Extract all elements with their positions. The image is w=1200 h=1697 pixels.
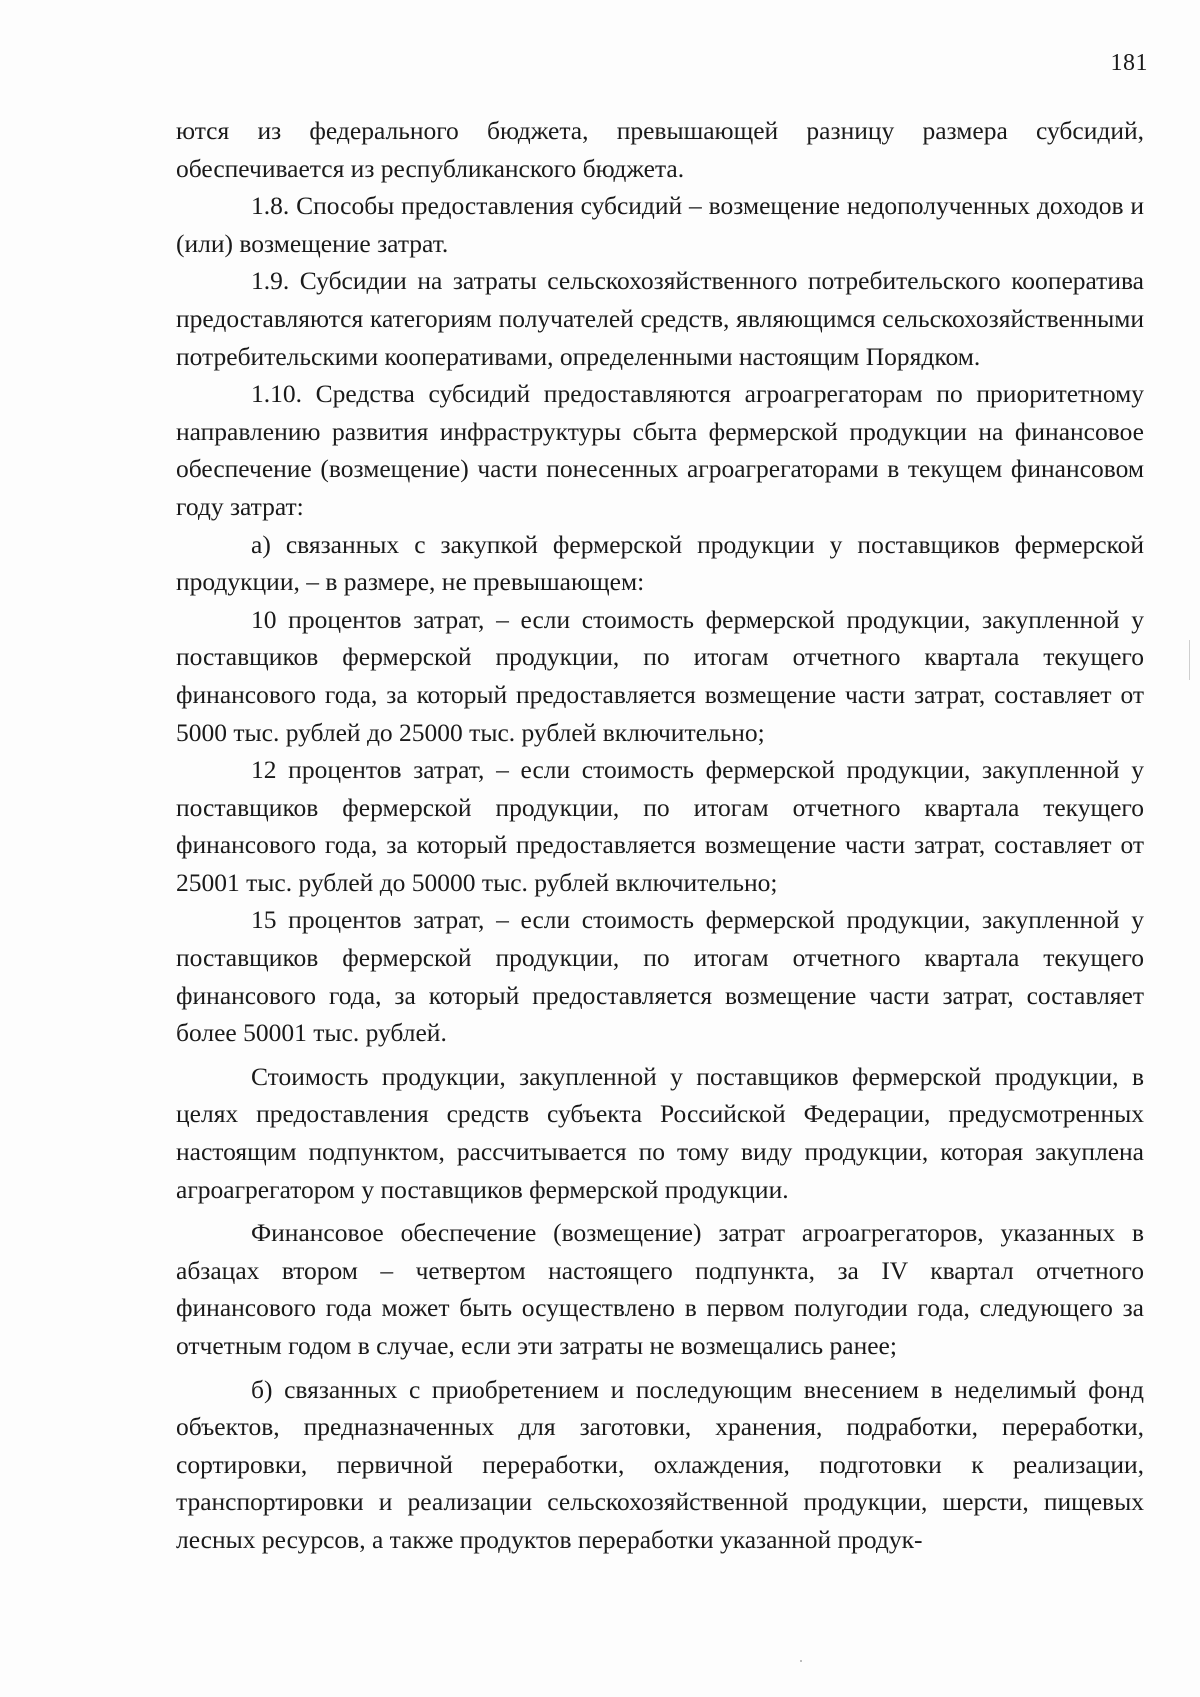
paragraph-1-10: 1.10. Средства субсидий предоставляются агроагрегаторам по приоритетному направлению развития инфраструктуры сбыта фермерской продукции на финансовое обеспечение (возмещение) части понесенных агроагрегаторами в текущем финансовом году затрат:	[176, 379, 1144, 521]
paragraph-q4-reimbursement: Финансовое обеспечение (возмещение) затрат агроагрегаторов, указанных в абзацах втором – четвертом настоящего подпункта, за IV квартал отчетного финансового года может быть осуществлено в первом полугодии года, следующего за отчетным годом в случае, если эти затраты не возмещались ранее;	[176, 1218, 1144, 1360]
paragraph-1-9: 1.9. Субсидии на затраты сельскохозяйственного потребительского кооператива предоставляются категориям получателей средств, являющимся сельскохозяйственными потребительскими кооперативами, определенными настоящим Порядком.	[176, 266, 1144, 371]
paragraph-rate-15: 15 процентов затрат, – если стоимость фермерской продукции, закупленной у поставщиков фермерской продукции, по итогам отчетного квартала текущего финансового года, за который предоставляется возмещение части затрат, составляет более 50001 тыс. рублей.	[176, 905, 1144, 1048]
scan-artifact-dot	[800, 1660, 802, 1662]
paragraph-1-8: 1.8. Способы предоставления субсидий – возмещение недополученных доходов и (или) возмещение затрат.	[176, 191, 1144, 258]
paragraph-subitem-b: б) связанных с приобретением и последующим внесением в неделимый фонд объектов, предназначенных для заготовки, хранения, подработки, переработки, сортировки, первичной переработки, охлаждения, подготовки к реализации, транспортировки и реализации сельскохозяйственной продукции, шерсти, пищевых лесных ресурсов, а также продуктов переработки указанной продук-	[176, 1374, 1144, 1554]
paragraph-cost-calculation: Стоимость продукции, закупленной у поставщиков фермерской продукции, в целях предоставления средств субъекта Российской Федерации, предусмотренных настоящим подпунктом, рассчитывается по тому виду продукции, которая закуплена агроагрегатором у поставщиков фермерской продукции.	[176, 1061, 1144, 1204]
scan-artifact	[1189, 640, 1190, 680]
paragraph-continuation: ются из федерального бюджета, превышающей разницу размера субсидий, обеспечивается из республиканского бюджета.	[176, 116, 1144, 183]
paragraph-subitem-a: а) связанных с закупкой фермерской продукции у поставщиков фермерской продукции, – в размере, не превышающем:	[176, 529, 1144, 597]
paragraph-rate-12: 12 процентов затрат, – если стоимость фермерской продукции, закупленной у поставщиков фермерской продукции, по итогам отчетного квартала текущего финансового года, за который предоставляется возмещение части затрат, составляет от 25001 тыс. рублей до 50000 тыс. рублей включительно;	[176, 755, 1144, 897]
document-body	[176, 112, 1144, 1559]
paragraph-rate-10: 10 процентов затрат, – если стоимость фермерской продукции, закупленной у поставщиков фермерской продукции, по итогам отчетного квартала текущего финансового года, за который предоставляется возмещение части затрат, составляет от 5000 тыс. рублей до 25000 тыс. рублей включительно;	[176, 604, 1144, 747]
page-number: 181	[1110, 50, 1148, 76]
